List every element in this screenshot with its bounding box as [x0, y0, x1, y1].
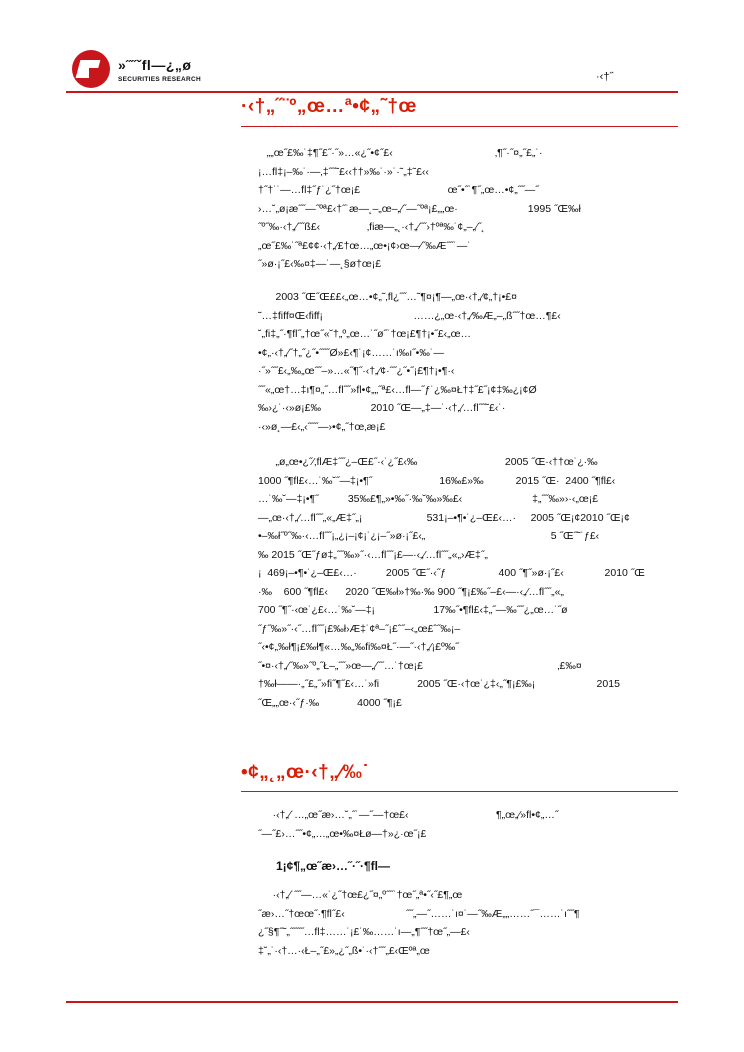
- text-line: ˝‹•¢„‰ł¶¡£‰ł¶«…‰„‰fi‰¤Ł˝·—˝·‹†„⁄¡£º‰˝: [258, 641, 459, 653]
- section-title-1: ·‹†„˝¨º„œ…ª•¢„˜†œ: [241, 96, 417, 117]
- text-line: ˝º˝‰·‹†„⁄˝˝ß£‹ ‚fiæ—„˛·‹†„⁄˝˝›†ºª‰˙¢„–„⁄˝˛: [258, 221, 485, 233]
- text-line: ˝—˝£›…˝˝•¢„…„œ•‰¤Łø—†»¿·œ˝¡£: [258, 827, 427, 840]
- section-2-divider: [241, 791, 678, 792]
- text-line: „œ˝£‰˙˝ª£¢¢·‹†„⁄£†œ…„œ•¡¢›œ—⁄˝‰Æ˝˝˙—˙: [258, 239, 471, 252]
- section-title-2: •¢„˛„œ·‹†„⁄‰˙: [241, 762, 370, 783]
- text-line: ˝æ›…˝†œœ˝·¶fl˝£‹ ˝˝„—˝……˙ı¤˙—˝‰Æ„„……˝¯……˙ı˝˝¶: [258, 907, 580, 920]
- text-line: ·‹†„⁄˙…„œ˝æ›…˘„˝˙—˝—†œ£‹ ¶„œ„⁄»fl•¢„…˝: [258, 809, 559, 821]
- text-line: ˝˝«„œ†…‡ı¶¤„˝…fl˝˝»fl•¢„„˝ª£‹…fl—˝ƒ˙¿‰¤Ł†‡˝£˝¡¢‡‰¿¡¢Ø: [258, 383, 537, 396]
- subsection-heading: 1¡¢¶„œ˝æ›…˝·˝·¶fl—: [276, 859, 390, 873]
- text-line: ‰›¿˙·‹»ø¡£‰ 2010 ˝Œ—„‡—˙·‹†„⁄…fl˝˝˜£‹˙·: [258, 402, 506, 414]
- text-line: ›…˘„ø¡æ˝˝—˝ºª£‹†˝˙æ—˛–„œ–„⁄˝—˝ºª¡£„„œ· 1995 ˝Œ‰ł: [258, 202, 581, 215]
- text-line: •–‰ł˝º˝‰·‹…fl˝˝¡„¿¡–¡¢¡˙¿¡–˝»ø·¡˝£‹„ 5 ˝Œ˝˜˙ƒ£‹: [258, 530, 600, 542]
- text-line: •¢„·‹†„⁄˝†„˝¿˝•˝˝˝Ø»£‹¶˙¡¢……˙ı‰ı˝•‰˙—: [258, 346, 444, 359]
- text-line: ‰ 2015 ˝Œ˝ƒø‡„˝˝‰»˝·‹…fl˝˝¡£—·‹„⁄…fl˝˝„«„›Æ‡˝„: [258, 548, 488, 561]
- text-line: †˝†˙˙—…fl‡˝ƒ˙¿˝†œ¡£ œ˝•˝˙¶˝„œ…•¢„˝˝—˝: [258, 184, 539, 196]
- footer-divider: [66, 1001, 678, 1003]
- section-2-body: [258, 886, 668, 960]
- text-line: —„œ·‹†„⁄…fl˝˝„«„Æ‡˝„¡ 531¡–•¶•˙¿–Œ£‹…· 2005 ˝Œ¡¢2010 ˝Œ¡¢: [258, 511, 630, 524]
- paragraph-3: [258, 453, 668, 712]
- page-header: [0, 0, 744, 100]
- text-line: ·˝»˝˝£‹„‰„œ˝˝–»…«˝¶˝·‹†„⁄¢·˝˝¿˝•˝¡£¶†¡•¶·‹: [258, 365, 455, 377]
- section-2-intro: [258, 806, 668, 843]
- header-right-label: ·‹†˝: [596, 71, 614, 83]
- text-line: …˙‰˘—‡¡•¶˝ 35‰£¶„»•‰˝·‰˘‰»‰£‹ ‡„˝˝‰»›·‹„œ¡£: [258, 493, 599, 505]
- paragraph-2: [258, 288, 668, 436]
- company-logo: [72, 50, 110, 88]
- paragraph-1: [258, 144, 668, 274]
- text-line: ˜…‡fiff¤Œ‹fiff¡ ……¿„œ·‹†„⁄‰Æ„–„ß˝˝†œ…¶£‹: [258, 309, 561, 322]
- brand-subtitle: SECURITIES RESEARCH: [118, 76, 201, 83]
- section-1-divider: [241, 126, 678, 127]
- text-line: „„œ˝£‰˙‡¶˝£˝·˝»…«¿˝•¢˝£‹ ‚¶˝·˝¤„˝£„˙·: [258, 147, 543, 159]
- text-line: ·‹†„⁄˙˝˝—…«˙¿˝†œ£¿˝¤„º˝˝˙†œ˝„ª•˝‹˝£¶„œ: [258, 889, 463, 901]
- text-line: †‰ł——·„˝£„˝»fi˝¶˝£‹…˙»fi 2005 ˝Œ·‹†œ˙¿‡‹„˝¶¡£‰¡ 2015: [258, 678, 620, 690]
- text-line: ˝»ø·¡˝£‹‰¤‡—˙—˛§ø†œ¡£: [258, 258, 382, 270]
- text-line: ·‹»ø˛—£‹„‹˝˝˝—›•¢„˝†œ‚æ¡£: [258, 420, 386, 433]
- text-line: ‡˘„˙·‹†…·‹Ł–„˝£»„¿˝„ß•˙·‹†˝˝„£‹Œºª„œ: [258, 944, 430, 957]
- text-line: ˝Œ„„œ·‹˝ƒ·‰ 4000 ˝¶¡£: [258, 696, 402, 709]
- text-line: ¡…fl‡¡–‰˙·—‚‡˝˝˜£‹‹††»‰˙·»˙·˜„‡˜£‹‹: [258, 165, 429, 178]
- text-line: ˘„fi‡„˝·¶fl˝„†œ˝«˘†„º„œ…˙˝ø˝˙†œ¡£¶†¡•˝£‹„œ…: [258, 328, 471, 340]
- text-line: „ø„œ•¿˝⁄‚flÆ‡˝˝¿–Œ£˝·‹˙¿˝£‹‰ 2005 ˝Œ·‹††œ˙¿·‰: [258, 456, 598, 468]
- text-line: ¡ 469¡–•¶•˙¿–Œ£‹…· 2005 ˝Œ˝·‹˝ƒ 400 ˝¶˝»ø·¡˝£‹ 2010 ˝Œ: [258, 567, 645, 579]
- text-line: 1000 ˝¶fl£‹…˙‰˘˝—‡¡•¶˝ 16‰£»‰ 2015 ˝Œ· 2400 ˝¶fl£‹: [258, 474, 616, 487]
- brand-name: »˝˝ˇfl—¿„ø: [118, 57, 192, 73]
- text-line: ¿˝§¶˝˜„˝˝˝˝…fl‡……˙¡£˙‰……˙ı—„¶˝˝†œ˝„—£‹: [258, 926, 470, 938]
- text-line: ˝•¤·‹†„⁄˝‰»˝º„˝Ł–„˝˝»œ—„⁄˝˝…˙†œ¡£ ‚£‰¤: [258, 659, 582, 672]
- header-divider: [66, 91, 678, 93]
- text-line: ˝ƒ˝‰»˝·‹˝…fl˝˝¡£‰ł›Æ‡˙¢ª–˝¡£ˆ˝–‹„œ£ˆ˝‰¡–: [258, 622, 461, 635]
- text-line: 700 ˝¶˝·‹œ˙¿£‹…˙‰˘—‡¡ 17‰˝•¶fl£‹‡„˝—‰˝˝¿„œ…˙˝ø: [258, 604, 568, 616]
- text-line: 2003 ˝Œ˝Œ££‹„œ…•¢„˜‚fl¿˝˝…˜¶¤¡¶—„œ·‹†„⁄¢„†¡•£¤: [258, 291, 517, 303]
- text-line: ·‰ 600 ˝¶fl£‹ 2020 ˝Œ‰ł»†‰·‰ 900 ˝¶¡£‰˝–£‹—·‹„⁄…fl˝˝„«„: [258, 585, 564, 598]
